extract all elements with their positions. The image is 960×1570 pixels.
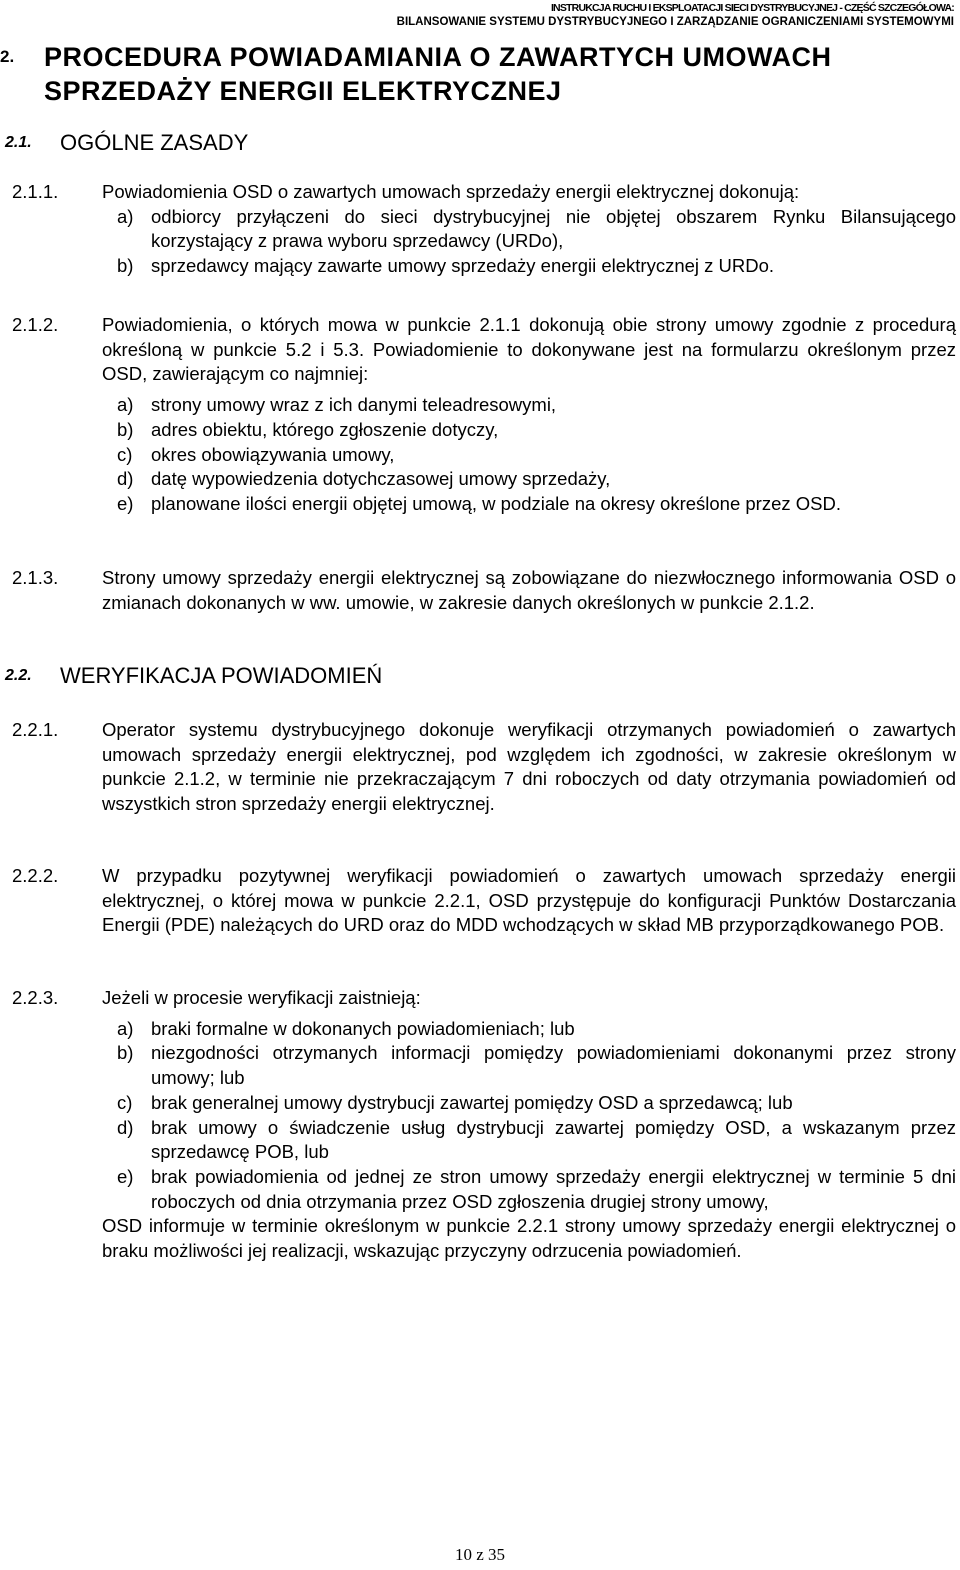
item-letter: b) [117, 418, 134, 440]
paragraph-text: Strony umowy sprzedaży energii elektrycznej są zobowiązane do niezwłocznego informowania OSD o zmianach dokonanych w ww. umowie, w zakresie danych określonych w punkcie 2.1.2. [102, 567, 956, 613]
closing-text: OSD informuje w terminie określonym w punkcie 2.2.1 strony umowy sprzedaży energii elektrycznej o braku możliwości jej realizacji, wskazując przyczyny odrzucenia powiadomień. [102, 1215, 956, 1262]
list-item [102, 492, 956, 517]
item-text: sprzedawcy mający zawarte umowy sprzedaży energii elektrycznej z URDo. [151, 255, 775, 277]
item-letter: a) [117, 394, 134, 416]
item-text: braki formalne w dokonanych powiadomieniach; lub [151, 1017, 575, 1039]
item-text: strony umowy wraz z ich danymi teleadresowymi, [151, 394, 557, 416]
item-list [102, 1017, 956, 1215]
paragraph-2-2-3 [102, 986, 956, 1264]
item-letter: d) [117, 468, 134, 490]
chapter-title: PROCEDURA POWIADAMIANIA O ZAWARTYCH UMOWACH SPRZEDAŻY ENERGII ELEKTRYCZNEJ [44, 42, 832, 106]
paragraph-number: 2.1.2. [12, 314, 59, 335]
list-item [102, 1091, 956, 1116]
page-number: 10 z 35 [454, 1545, 506, 1564]
item-text: brak generalnej umowy dystrybucji zawartej pomiędzy OSD a sprzedawcą; lub [151, 1091, 793, 1113]
item-text: brak umowy o świadczenie usług dystrybucji zawartej pomiędzy OSD, a wskazanym przez sprzedawcę POB, lub [151, 1116, 956, 1163]
list-item [102, 254, 956, 279]
paragraph-text: W przypadku pozytywnej weryfikacji powiadomień o zawartych umowach sprzedaży energii elektrycznej, o której mowa w punkcie 2.2.1, OSD przystępuje do konfiguracji Punktów Dostarczania Energii (PDE) należących do URD oraz do MDD wchodzących w skład MB przyporządkowanego POB. [102, 865, 956, 936]
item-letter: e) [117, 492, 134, 514]
paragraph-text: Powiadomienia, o których mowa w punkcie 2.1.1 dokonują obie strony umowy zgodnie z procedurą określoną w punkcie 5.2 i 5.3. Powiadomienie to dokonywane jest na formularzu określonym przez OSD, zawierającym co najmniej: [102, 314, 956, 385]
item-text: okres obowiązywania umowy, [151, 443, 395, 465]
paragraph-2-2-1 [102, 718, 956, 817]
item-letter: a) [117, 205, 134, 227]
item-text: datę wypowiedzenia dotychczasowej umowy sprzedaży, [151, 468, 611, 490]
item-text: niezgodności otrzymanych informacji pomiędzy powiadomieniami dokonanymi przez strony umowy; lub [151, 1042, 956, 1089]
item-letter: b) [117, 1042, 134, 1064]
item-letter: c) [117, 443, 133, 465]
paragraph-text: Operator systemu dystrybucyjnego dokonuje weryfikacji otrzymanych powiadomień o zawartych umowach sprzedaży energii elektrycznej, pod względem ich zgodności, w zakresie określonym w punkcie 2.1.2, w terminie nie przekraczającym 7 dni roboczych od daty otrzymania powiadomień od wszystkich stron sprzedaży energii elektrycznej. [102, 719, 956, 815]
page-header [397, 2, 954, 29]
section-title: OGÓLNE ZASADY [60, 130, 249, 155]
item-letter: a) [117, 1017, 134, 1039]
paragraph-2-1-3 [102, 566, 956, 615]
paragraph-number: 2.2.1. [12, 719, 59, 740]
list-item [102, 1116, 956, 1165]
item-letter: b) [117, 255, 134, 277]
list-item [102, 418, 956, 443]
paragraph-2-1-2 [102, 313, 956, 517]
paragraph-number: 2.2.3. [12, 987, 59, 1008]
paragraph-text: Jeżeli w procesie weryfikacji zaistnieją: [102, 987, 421, 1008]
section-number: 2.2. [5, 667, 32, 684]
list-item [102, 443, 956, 468]
paragraph-text: Powiadomienia OSD o zawartych umowach sprzedaży energii elektrycznej dokonują: [102, 181, 800, 202]
list-item [102, 205, 956, 254]
list-item [102, 393, 956, 418]
item-letter: c) [117, 1091, 133, 1113]
item-text: odbiorcy przyłączeni do sieci dystrybucyjnej nie objętej obszarem Rynku Bilansującego korzystający z prawa wyboru sprzedawcy (URDo), [151, 205, 956, 252]
list-item [102, 1165, 956, 1214]
section-title: WERYFIKACJA POWIADOMIEŃ [60, 663, 383, 688]
list-item [102, 1041, 956, 1090]
item-list [102, 393, 956, 517]
item-text: planowane ilości energii objętej umową, w podziale na okresy określone przez OSD. [151, 492, 842, 514]
paragraph-number: 2.1.1. [12, 181, 59, 202]
item-letter: e) [117, 1165, 134, 1187]
list-item [102, 467, 956, 492]
section-number: 2.1. [5, 134, 32, 151]
header-part-title: BILANSOWANIE SYSTEMU DYSTRYBUCYJNEGO I ZARZĄDZANIE OGRANICZENIAMI SYSTEMOWYMI [396, 16, 954, 28]
paragraph-2-1-1 [102, 180, 956, 279]
chapter-number: 2. [0, 47, 15, 66]
item-text: brak powiadomienia od jednej ze stron umowy sprzedaży energii elektrycznej w terminie 5 dni roboczych od dnia otrzymania przez OSD zgłoszenia drugiej strony umowy, [151, 1165, 956, 1212]
item-list [102, 205, 956, 279]
header-document-title: INSTRUKCJA RUCHU I EKSPLOATACJI SIECI DYSTRYBUCYJNEJ - CZĘŚĆ SZCZEGÓŁOWA: [550, 2, 954, 14]
item-text: adres obiektu, którego zgłoszenie dotyczy, [151, 418, 499, 440]
paragraph-number: 2.1.3. [12, 567, 59, 588]
item-letter: d) [117, 1116, 134, 1138]
list-item [102, 1017, 956, 1042]
paragraph-number: 2.2.2. [12, 865, 59, 886]
paragraph-2-2-2 [102, 864, 956, 938]
